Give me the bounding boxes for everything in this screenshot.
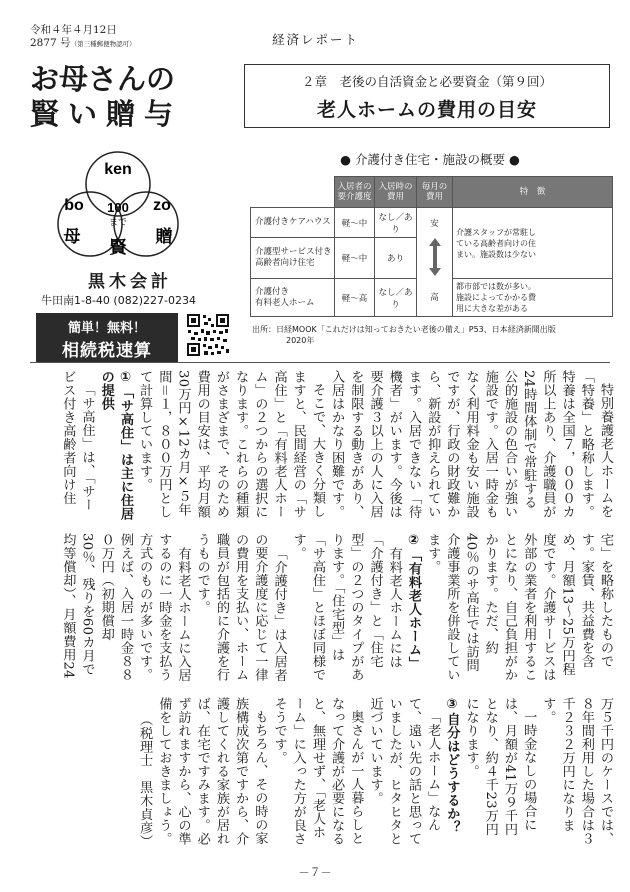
paragraph: 有料老人ホームに入居するのに一時金を支払う方式のものが多いです。例えば、入居一時金８８０万円（初期償却30％、残りを60カ月で均等償却）、月額費用24万５千円のケースでは、８年間利用した場合は３千２３２万円になります。 bbox=[60, 533, 613, 846]
qr-code-icon[interactable] bbox=[186, 313, 230, 357]
row-entry: なし／あり bbox=[375, 208, 417, 238]
venn-zo-kanji: 贈 bbox=[155, 227, 173, 247]
facility-table bbox=[250, 176, 613, 317]
source-line-2: 2020年 bbox=[286, 336, 315, 345]
source-line-1: 出所：日経MOOK「これだけは知っておきたい老後の備え」P53、日本経済新聞出版 bbox=[252, 325, 556, 334]
issue-info bbox=[30, 24, 136, 51]
paragraph: 有料老人ホームには「介護付き」と「住宅型」の２つのタイプがあります。「住宅型」は「サ高住」とほぼ同様です。 bbox=[290, 533, 402, 682]
issue-note: （第三種郵便物認可） bbox=[70, 40, 136, 48]
paragraph: もちろん、その時の家族構成次第ですから、介護してくれる家族が居れば、在宅ですみます。必ず訪れますから、心の準備をしておきましょう。 bbox=[156, 696, 268, 846]
row-entry: あり bbox=[375, 238, 417, 279]
logo-line-1: お母さんの bbox=[30, 62, 176, 96]
header-title: 経済レポート bbox=[272, 32, 360, 47]
promo-line-1: 簡単！無料！ bbox=[67, 321, 146, 336]
table-header-row bbox=[251, 177, 613, 208]
table-title: ● 介護付き住宅・施設の概要 ● bbox=[340, 152, 520, 167]
row-care: 軽〜中 bbox=[335, 208, 375, 238]
row-name: 介護付き 有料老人ホーム bbox=[251, 279, 335, 317]
paragraph: 特別養護老人ホームを「特養」と略称します。特養は全国７，０００カ所以上あり、介護職員が24時間体制で常駐する公的施設の色合いが強い施設です。入居一時金もなく利用料金も安い施設ですが、行政の財政難から、新設が抑えられています。入居できない「待機者」がいます。今後は要介護３以上の人に入居を制限する動きがあり、入居はかなり困難です。 bbox=[329, 370, 613, 519]
article-body bbox=[50, 370, 615, 848]
venn-zo: zo bbox=[153, 197, 171, 214]
promo-line-2: 相続税速算 bbox=[62, 341, 152, 361]
table-source bbox=[252, 324, 622, 346]
chapter-subtitle: ２章 老後の自活資金と必要資金（第９回） bbox=[301, 74, 552, 89]
row-care: 軽〜中 bbox=[335, 238, 375, 279]
venn-ken-kanji: 賢 bbox=[109, 238, 127, 258]
row-name: 介護付きケアハウス bbox=[251, 208, 335, 238]
page-number: －７－ bbox=[298, 866, 332, 879]
section-heading: ②「有料老人ホーム」 bbox=[405, 533, 421, 671]
header-cell-care: 入居者の 要介護度 bbox=[335, 177, 375, 208]
logo-line-2: 賢い贈与 bbox=[30, 97, 183, 131]
venn-ken: ken bbox=[104, 161, 132, 178]
paragraph: 「サ高住」は、「サービス付き高齢者向け住宅」を略称したものです。家賃、共益費を含め、月額13〜25万円程度です。介護サービスは外部の業者を利用することになり、自己負担がかかります。ただ、約40％のサ高住では訪問介護事業所を併設しています。 bbox=[60, 370, 613, 682]
venn-center-number: 100 bbox=[107, 200, 129, 215]
table-row bbox=[251, 208, 613, 238]
row-care: 軽〜高 bbox=[335, 279, 375, 317]
section-divider bbox=[30, 362, 610, 363]
row-monthly: 安 bbox=[417, 208, 453, 238]
paragraph: 奥さんが一人暮らしとなって介護が必要になると、無理せず、「老人ホーム」に入った方が良さそうです。 bbox=[271, 696, 364, 846]
section-heading: ①「サ高住」は主に住居の提供 bbox=[98, 370, 133, 521]
venn-haha: 母 bbox=[63, 227, 81, 247]
issue-date: 令和４年４月12日 bbox=[30, 24, 117, 36]
chapter-box bbox=[244, 64, 610, 128]
paragraph: そこで、大きく分類しますと、民間経営の「サ高住」と「有料老人ホーム」の２つからの選択になります。これらの種類がさまざまで、そのため費用の目安は、平均月額30万円×12カ月×５年間＝１，８００万円として計算しています。 bbox=[137, 370, 325, 519]
company-address: 牛田南1-8-40 (082)227-0234 bbox=[41, 294, 196, 307]
table-row bbox=[251, 279, 613, 317]
chapter-title: 老人ホームの費用の目安 bbox=[316, 99, 537, 121]
row-feature: 介護スタッフが常駐し ている高齢者向けの住 まい。施設数は少ない bbox=[453, 208, 613, 279]
row-name: 介護型サービス付き 高齢者向け住宅 bbox=[251, 238, 335, 279]
company-name: 黒木会計 bbox=[88, 272, 172, 292]
header-cell-feature: 特 徴 bbox=[453, 177, 613, 208]
venn-center-label: まで bbox=[108, 218, 128, 228]
promo-banner[interactable] bbox=[36, 313, 178, 363]
section-heading: ③自分はどうするか？ bbox=[444, 696, 460, 834]
row-feature: 都市部では数が多い。 施設によってかかる費 用に大きな差がある bbox=[453, 279, 613, 317]
venn-logo bbox=[38, 150, 198, 262]
cost-arrow-cell bbox=[417, 238, 453, 279]
row-monthly: 高 bbox=[417, 279, 453, 317]
cost-arrow-icon bbox=[427, 238, 443, 276]
header-cell-entry: 入居時の 費用 bbox=[375, 177, 417, 208]
issue-number: 2877 号 bbox=[30, 37, 71, 49]
row-entry: なし／あり bbox=[375, 279, 417, 317]
facility-table-wrap bbox=[250, 176, 613, 317]
paragraph: 一時金なしの場合には、月額が41万９千円となり、約４千23万円になります。 bbox=[463, 696, 537, 836]
paragraph: 「老人ホーム」なんて、遠い先の話と思っていましたが、ヒタヒタと近づいています。 bbox=[367, 696, 441, 846]
venn-bo: bo bbox=[64, 197, 84, 214]
header-cell-monthly: 毎月の 費用 bbox=[417, 177, 453, 208]
author-signature: （税理士 黒木貞彦） bbox=[137, 712, 153, 848]
paragraph: 「介護付き」は入居者の要介護度に応じて一律の費用を支払い、ホーム職員が包括的に介護を行うものです。 bbox=[194, 533, 287, 682]
logo-title bbox=[30, 62, 230, 132]
header-cell-name bbox=[251, 177, 335, 208]
